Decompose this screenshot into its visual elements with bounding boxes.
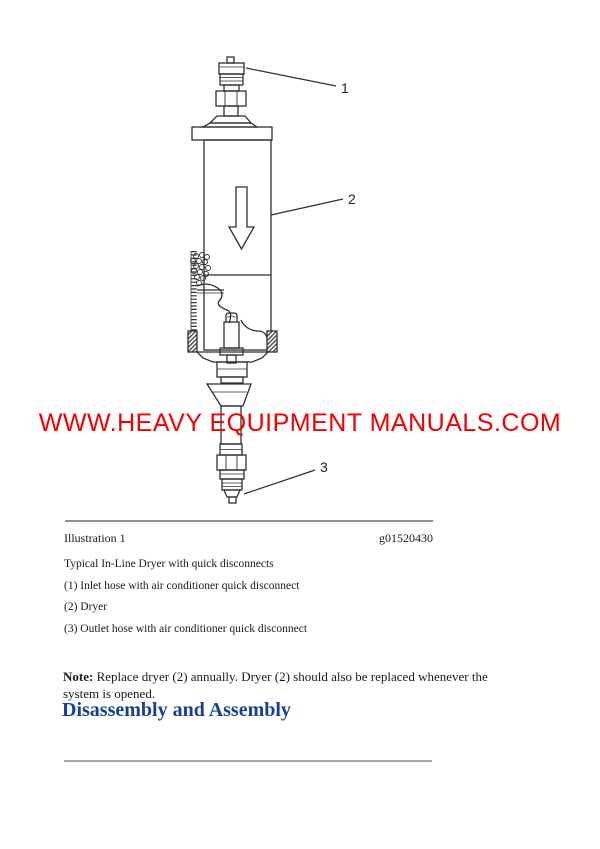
leader-line-2 [271, 199, 343, 215]
caption-top-rule [65, 520, 433, 522]
illustration-label: Illustration 1 [64, 531, 126, 545]
note-text: Replace dryer (2) annually. Dryer (2) should also be replaced whenever the system is opened. [63, 669, 488, 701]
caption-title: Typical In-Line Dryer with quick disconnects [64, 558, 274, 570]
callout-1: 1 [341, 80, 349, 96]
watermark-text: WWW.HEAVY EQUIPMENT MANUALS.COM [38, 409, 562, 437]
illustration-meta [64, 531, 433, 546]
leader-line-3 [244, 470, 315, 494]
section-divider-rule [64, 760, 432, 762]
note-label: Note: [63, 669, 94, 684]
callout-2: 2 [348, 191, 356, 207]
callout-3: 3 [320, 459, 328, 475]
illustration-reference: g01520430 [379, 531, 433, 545]
leader-line-1 [246, 68, 336, 86]
note-paragraph [63, 668, 515, 702]
section-heading: Disassembly and Assembly [62, 699, 291, 721]
caption-item-2: (2) Dryer [64, 601, 108, 613]
figure-caption [64, 554, 307, 640]
caption-item-3: (3) Outlet hose with air conditioner quick disconnect [64, 622, 308, 635]
caption-item-1: (1) Inlet hose with air conditioner quick disconnect [64, 579, 300, 592]
